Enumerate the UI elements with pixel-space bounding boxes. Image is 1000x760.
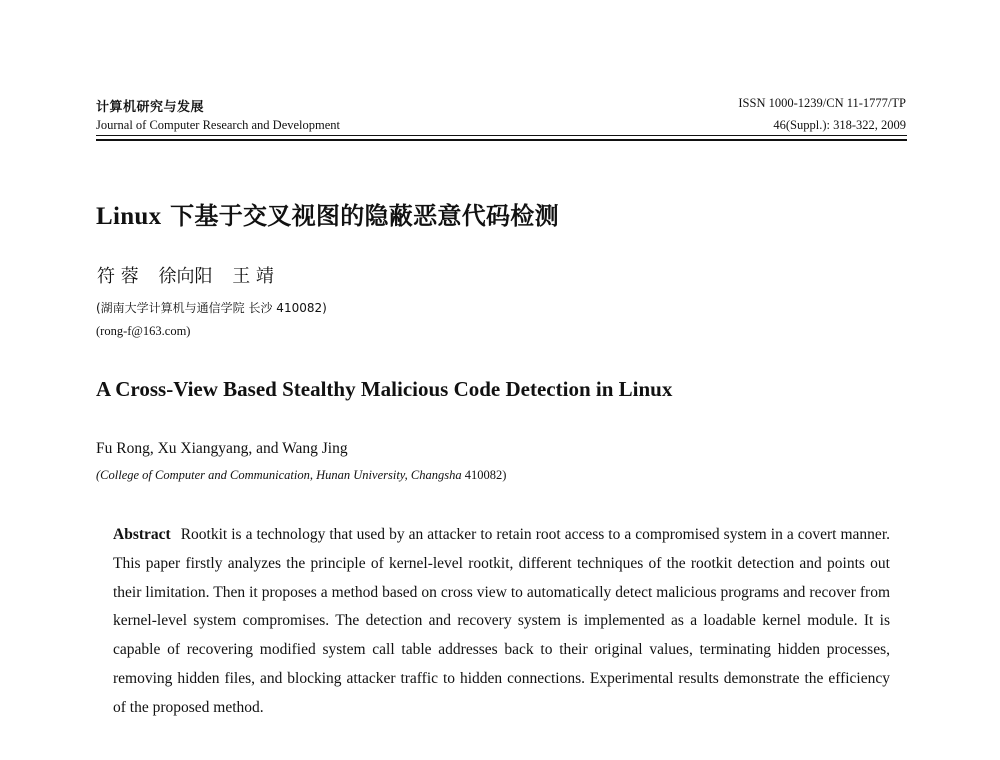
author-chinese: 徐向阳 bbox=[158, 266, 213, 287]
header-rule-thin bbox=[96, 135, 907, 136]
title-chinese-latin-word: Linux bbox=[96, 203, 162, 230]
author-chinese: 王 靖 bbox=[232, 266, 274, 287]
affiliation-english-postcode: 410082) bbox=[464, 468, 507, 482]
running-header bbox=[96, 94, 906, 144]
author-email: (rong-f@163.com) bbox=[96, 324, 191, 338]
issn-number: ISSN 1000-1239/CN 11-1777/TP bbox=[738, 96, 906, 110]
affiliation-english bbox=[96, 468, 506, 483]
volume-pages-year: 46(Suppl.): 318-322, 2009 bbox=[773, 118, 906, 132]
paper-title-chinese bbox=[96, 196, 559, 231]
authors-english: Fu Rong, Xu Xiangyang, and Wang Jing bbox=[96, 440, 348, 457]
journal-name-english: Journal of Computer Research and Development bbox=[96, 118, 341, 132]
authors-chinese bbox=[97, 262, 288, 288]
affiliation-english-institution: (College of Computer and Communication, Hunan University, Changsha bbox=[96, 468, 462, 482]
header-rule-thick bbox=[96, 139, 907, 141]
abstract-label: Abstract bbox=[113, 526, 171, 543]
abstract-text: Rootkit is a technology that used by an attacker to retain root access to a compromised system in a covert manner. This paper firstly analyzes the principle of kernel-level rootkit, different techniques of the rootkit detection and points out their limitation. Then it proposes a method based on cross view to automatically detect malicious programs and recover from kernel-level system compromises. The detection and recovery system is implemented as a loadable kernel module. It is capable of recovering modified system call table addresses back to their original values, terminating hidden processes, removing hidden files, and blocking attacker traffic to hidden connections. Experimental results demonstrate the efficiency of the proposed method. bbox=[113, 526, 890, 716]
paper-title-english: A Cross-View Based Stealthy Malicious Code Detection in Linux bbox=[96, 377, 673, 401]
title-chinese-rest: 下基于交叉视图的隐蔽恶意代码检测 bbox=[170, 202, 559, 230]
author-chinese: 符 蓉 bbox=[97, 266, 139, 287]
abstract bbox=[113, 521, 890, 723]
affiliation-chinese: (湖南大学计算机与通信学院 长沙 410082) bbox=[96, 301, 327, 315]
journal-name-chinese: 计算机研究与发展 bbox=[96, 100, 205, 115]
